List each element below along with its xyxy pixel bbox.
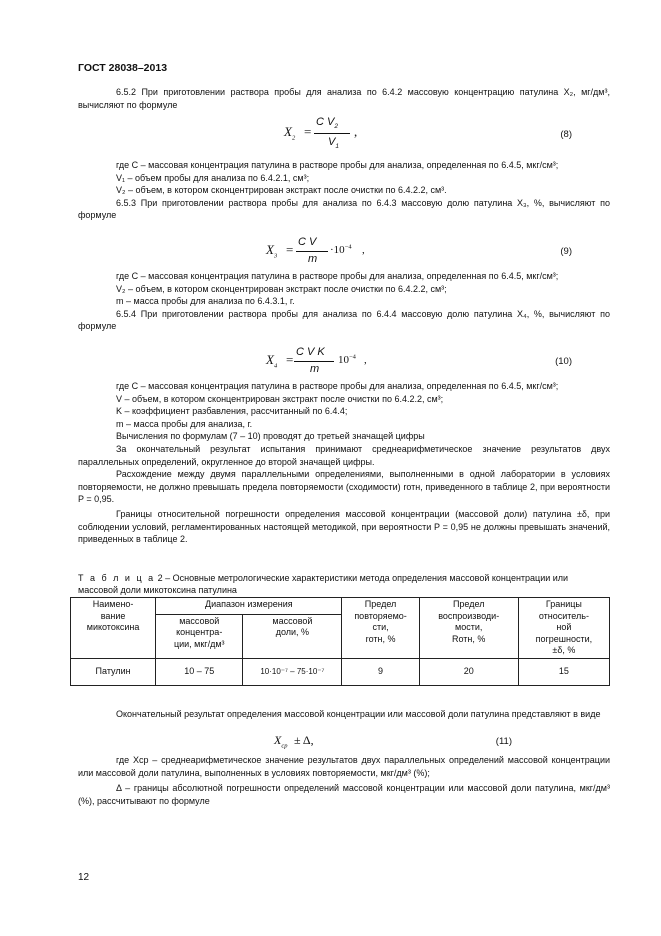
where-11 — [78, 754, 610, 807]
cell-concentration: 10 – 75 — [156, 658, 243, 685]
formula-denominator: $V_1$ — [328, 136, 339, 151]
formula-denominator: m — [310, 363, 320, 375]
where-item: где C – массовая концентрация патулина в растворе пробы для анализа, определенная по 6.4.5, мкг/см³; — [116, 381, 559, 391]
formula-11 — [78, 734, 610, 752]
where-item: V₁ – объем пробы для анализа по 6.4.2.1, см³; — [116, 172, 310, 183]
col-header-range: Диапазон измерения — [156, 598, 342, 615]
paragraph-6-5-2 — [78, 86, 610, 111]
cell-repeatability: 9 — [342, 658, 419, 685]
formula-numerator: C V K — [296, 346, 325, 358]
where-item: V – объем, в котором сконцентрирован экстракт после очистки по 6.4.2.2, см³; — [116, 393, 444, 404]
col-header-concentration: массовой концентра- ции, мкг/дм³ — [156, 614, 243, 658]
col-header-fraction: массовой доли, % — [243, 614, 342, 658]
formula-lhs: $X_2$ — [284, 124, 296, 142]
formula-8 — [78, 116, 610, 156]
paragraph-final — [78, 708, 610, 721]
paragraph-6-5-3: 6.5.3 При приготовлении раствора пробы для анализа по 6.4.3 массовую долю патулина X₃, %, вычисляют по формуле — [78, 197, 610, 221]
paragraph-result: За окончательный результат испытания принимают среднеарифметическое значение результатов двух параллельных определений, округленное до второй значащей цифры. — [78, 443, 610, 467]
where-10-and-results — [78, 380, 610, 546]
formula-comma: , — [362, 244, 365, 256]
where-item: m – масса пробы для анализа, г. — [116, 418, 253, 429]
cell-name: Патулин — [71, 658, 156, 685]
where-item: где C – массовая концентрация патулина в растворе пробы для анализа, определенная по 6.4.5, мкг/см³; — [116, 271, 559, 281]
formula-numerator: C V — [298, 236, 317, 248]
page-number: 12 — [78, 872, 90, 883]
where-item: V₂ – объем, в котором сконцентрирован экстракт после очистки по 6.4.2.2, см³; — [116, 283, 447, 294]
col-header-name: Наимено- вание микотоксина — [71, 598, 156, 659]
paragraph-error-bounds: Границы относительной погрешности определения массовой концентрации (массовой доли) патулина ±δ, при соблюдении условий, регламентированных настоящей методикой, при вероятности P = 0,95 не должны превышать значений, приведенных в таблице 2. — [78, 508, 610, 545]
where-item: V₂ – объем, в котором сконцентрирован экстракт после очистки по 6.4.2.2, см³. — [116, 185, 447, 196]
paragraph-divergence: Расхождение между двумя параллельными определениями, выполненными в одной лаборатории в условиях повторяемости, не должно превышать предела повторяемости (сходимости) rотн, приведенного в таблице 2, при вероятности P = 0,95. — [78, 469, 610, 505]
col-header-reproducibility: Предел воспроизводи- мости, Rотн, % — [419, 598, 518, 659]
formula-lhs: $X_4$ — [266, 352, 278, 370]
col-header-error: Границы относитель- ной погрешности, ±δ, % — [518, 598, 609, 659]
formula-number: (8) — [560, 129, 572, 140]
fraction-bar — [314, 133, 350, 134]
formula-numerator: C $V_2$ — [316, 116, 338, 131]
paragraph-text: 6.5.2 При приготовлении раствора пробы для анализа по 6.4.2 массовую концентрацию патулина X₂, мг/дм³, вычисляют по формуле — [78, 87, 610, 110]
equals-sign: = — [304, 124, 312, 139]
table-caption: Т а б л и ц а 2 – Основные метрологические характеристики метода определения массовой концентрации или массовой доли микотоксина патулина — [78, 573, 569, 595]
formula-lhs: $X_{ср}$ — [274, 733, 288, 750]
formula-number: (10) — [555, 356, 572, 367]
paragraph-delta: Δ – границы абсолютной погрешности определений массовой концентрации или массовой доли патулина, мкг/дм³ (%), рассчитывают по формуле — [78, 783, 610, 806]
cell-reproducibility: 20 — [419, 658, 518, 685]
formula-factor: $\cdot 10^{-4}$ — [330, 243, 352, 256]
paragraph-text: Окончательный результат определения массовой концентрации или массовой доли патулина представляют в виде — [116, 709, 601, 719]
cell-fraction: 10·10⁻⁷ – 75·10⁻⁷ — [243, 658, 342, 685]
formula-comma: , — [364, 354, 367, 366]
formula-number: (11) — [495, 736, 512, 747]
where-item: где C – массовая концентрация патулина в растворе пробы для анализа, определенная по 6.4.5, мкг/см³; — [116, 160, 559, 170]
cell-error: 15 — [518, 658, 609, 685]
document-header: ГОСТ 28038–2013 — [78, 62, 168, 74]
fraction-bar — [296, 251, 328, 252]
where-item: K – коэффициент разбавления, рассчитанный по 6.4.4; — [116, 406, 348, 417]
col-header-repeatability: Предел повторяемо- сти, rотн, % — [342, 598, 419, 659]
formula-comma: , — [354, 124, 358, 139]
where-8 — [78, 159, 610, 222]
calc-note: Вычисления по формулам (7 – 10) проводят до третьей значащей цифры — [116, 431, 425, 442]
metrology-table — [70, 597, 610, 686]
equals-sign: = — [286, 242, 294, 257]
paragraph-6-5-4: 6.5.4 При приготовлении раствора пробы для анализа по 6.4.4 массовую долю патулина X₄, %, вычисляют по формуле — [78, 308, 610, 332]
fraction-bar — [294, 361, 334, 362]
formula-lhs: $X_3$ — [266, 242, 278, 260]
equals-sign: = — [286, 352, 294, 367]
formula-denominator: m — [308, 253, 318, 265]
formula-rest: ± Δ, — [294, 733, 314, 747]
formula-factor: $10^{-4}$ — [338, 353, 356, 366]
where-item: где Xср – среднеарифметическое значение результатов двух параллельных определений массовой концентрации или массовой доли патулина, выполненных в условиях повторяемости, мкг/дм³ (%); — [78, 755, 610, 778]
formula-number: (9) — [560, 246, 572, 257]
where-9 — [78, 270, 610, 333]
table-row — [71, 658, 610, 685]
where-item: m – масса пробы для анализа по 6.4.3.1, г. — [116, 296, 295, 307]
